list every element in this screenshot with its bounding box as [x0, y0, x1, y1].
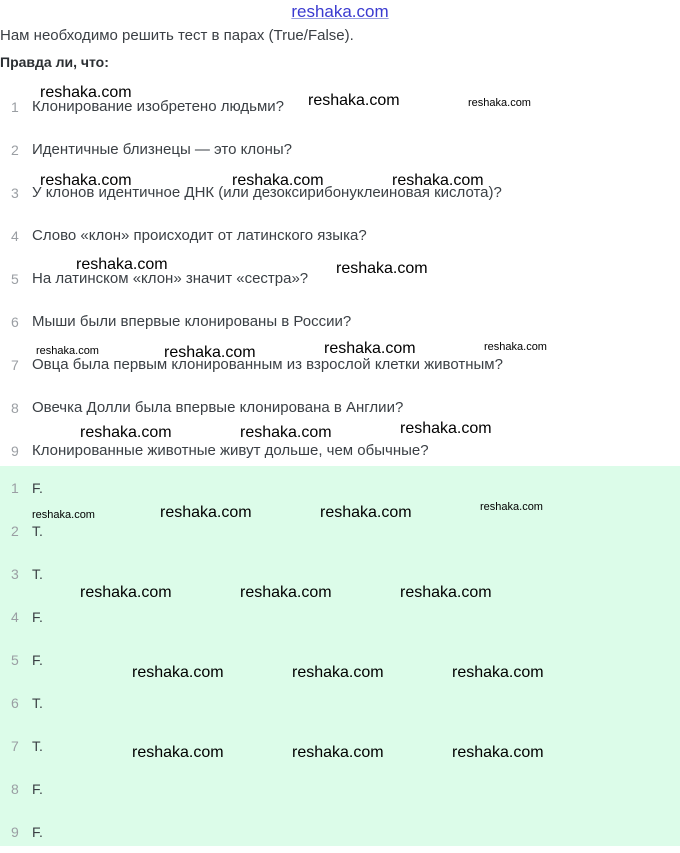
- watermark: reshaka.com: [240, 584, 332, 601]
- watermark: reshaka.com: [40, 172, 132, 189]
- answer-text: T.: [32, 694, 43, 711]
- answer-number: 7: [11, 737, 19, 754]
- answer-text: F.: [32, 823, 43, 840]
- answer-text: T.: [32, 737, 43, 754]
- question-text: Мыши были впервые клонированы в России?: [32, 313, 352, 330]
- question-item: [0, 85, 680, 128]
- watermark: reshaka.com: [484, 341, 547, 353]
- question-item: [0, 128, 680, 171]
- watermark: reshaka.com: [336, 260, 428, 277]
- watermark: reshaka.com: [40, 84, 132, 101]
- answer-item: [0, 466, 680, 509]
- watermark: reshaka.com: [392, 172, 484, 189]
- watermark: reshaka.com: [232, 172, 324, 189]
- intro-text: Нам необходимо решить тест в парах (True/False).: [0, 27, 354, 44]
- watermark: reshaka.com: [468, 97, 531, 109]
- question-text: Овечка Долли была впервые клонирована в Англии?: [32, 399, 404, 416]
- answer-item: [0, 681, 680, 724]
- answer-item: [0, 552, 680, 595]
- question-number: 2: [11, 141, 19, 158]
- question-number: 5: [11, 270, 19, 287]
- answer-number: 8: [11, 780, 19, 797]
- question-item: [0, 300, 680, 343]
- question-item: [0, 386, 680, 429]
- answer-number: 2: [11, 522, 19, 539]
- watermark: reshaka.com: [452, 744, 544, 761]
- question-number: 9: [11, 442, 19, 459]
- question-list: [0, 85, 680, 472]
- answer-number: 1: [11, 479, 19, 496]
- watermark: reshaka.com: [32, 509, 95, 521]
- watermark: reshaka.com: [240, 424, 332, 441]
- answer-number: 6: [11, 694, 19, 711]
- answer-text: F.: [32, 780, 43, 797]
- answer-number: 5: [11, 651, 19, 668]
- question-number: 6: [11, 313, 19, 330]
- answer-panel: [0, 466, 680, 846]
- question-item: [0, 171, 680, 214]
- answer-text: F.: [32, 651, 43, 668]
- answer-item: [0, 595, 680, 638]
- question-number: 3: [11, 184, 19, 201]
- question-text: Клонированные животные живут дольше, чем обычные?: [32, 442, 429, 459]
- watermark: reshaka.com: [292, 744, 384, 761]
- answer-text: T.: [32, 565, 43, 582]
- answer-text: T.: [32, 522, 43, 539]
- watermark: reshaka.com: [160, 504, 252, 521]
- watermark: reshaka.com: [164, 344, 256, 361]
- watermark: reshaka.com: [400, 420, 492, 437]
- watermark: reshaka.com: [80, 424, 172, 441]
- watermark: reshaka.com: [36, 345, 99, 357]
- watermark: reshaka.com: [80, 584, 172, 601]
- watermark: reshaka.com: [324, 340, 416, 357]
- watermark: reshaka.com: [320, 504, 412, 521]
- answer-item: [0, 638, 680, 681]
- watermark: reshaka.com: [292, 664, 384, 681]
- answer-text: F.: [32, 608, 43, 625]
- question-number: 1: [11, 98, 19, 115]
- question-text: На латинском «клон» значит «сестра»?: [32, 270, 309, 287]
- answer-item: [0, 724, 680, 767]
- watermark: reshaka.com: [400, 584, 492, 601]
- watermark: reshaka.com: [308, 92, 400, 109]
- question-text: Овца была первым клонированным из взрослой клетки животным?: [32, 356, 503, 373]
- watermark: reshaka.com: [132, 664, 224, 681]
- watermark: reshaka.com: [132, 744, 224, 761]
- watermark: reshaka.com: [452, 664, 544, 681]
- question-text: Слово «клон» происходит от латинского языка?: [32, 227, 367, 244]
- question-text: Клонирование изобретено людьми?: [32, 98, 284, 115]
- question-text: Идентичные близнецы — это клоны?: [32, 141, 292, 158]
- answer-item: [0, 509, 680, 552]
- question-text: У клонов идентичное ДНК (или дезоксирибонуклеиновая кислота)?: [32, 184, 502, 201]
- watermark: reshaka.com: [480, 501, 543, 513]
- site-header[interactable]: [0, 2, 680, 22]
- question-item: [0, 343, 680, 386]
- answer-number: 3: [11, 565, 19, 582]
- answer-item: [0, 767, 680, 810]
- question-number: 4: [11, 227, 19, 244]
- answer-list: [0, 466, 680, 853]
- answer-text: F.: [32, 479, 43, 496]
- answer-item: [0, 810, 680, 853]
- question-heading: Правда ли, что:: [0, 54, 109, 70]
- site-header-link[interactable]: reshaka.com: [291, 2, 389, 21]
- question-item: [0, 257, 680, 300]
- watermark: reshaka.com: [76, 256, 168, 273]
- question-number: 7: [11, 356, 19, 373]
- question-number: 8: [11, 399, 19, 416]
- question-item: [0, 214, 680, 257]
- answer-number: 9: [11, 823, 19, 840]
- answer-number: 4: [11, 608, 19, 625]
